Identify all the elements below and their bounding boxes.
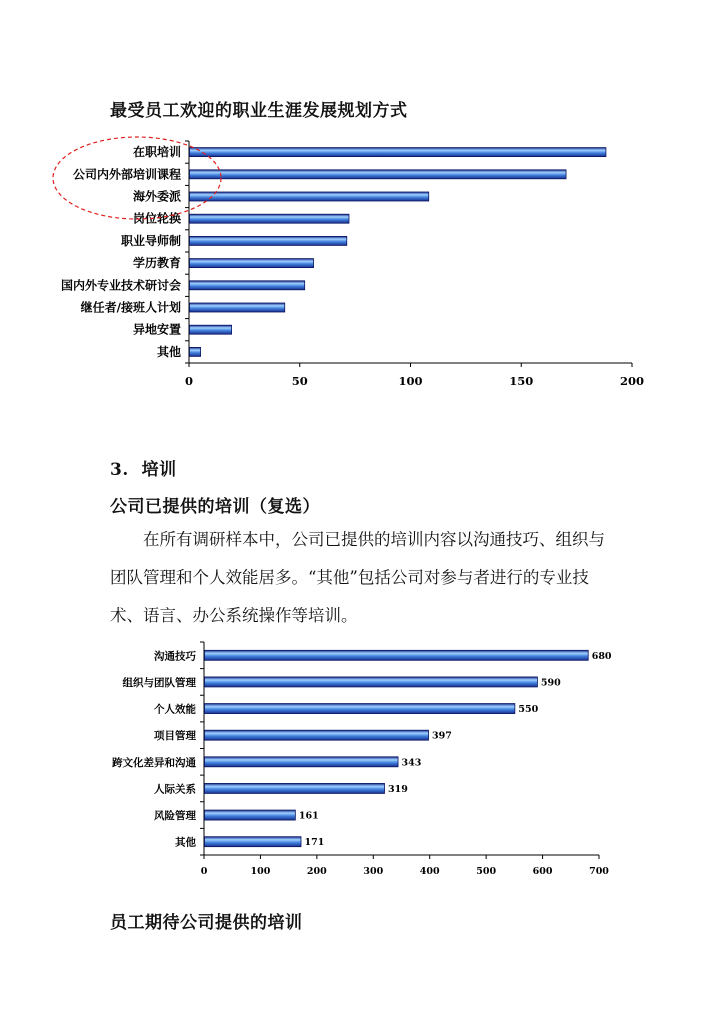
category-label: 其他	[175, 836, 196, 849]
data-label: 680	[591, 650, 612, 662]
x-tick-label: 150	[509, 374, 534, 388]
bar	[205, 650, 589, 660]
x-tick-label: 500	[476, 866, 497, 877]
chart1-title: 最受员工欢迎的职业生涯发展规划方式	[110, 101, 408, 121]
category-label: 项目管理	[154, 730, 196, 743]
body-paragraph: 在所有调研样本中，公司已提供的培训内容以沟通技巧、组织与团队管理和个人效能居多。“其他”包括公司对参与者进行的专业技术、语言、办公系统操作等培训。	[110, 530, 605, 625]
section-title: 培训	[141, 460, 177, 480]
bar	[190, 214, 349, 223]
category-label: 沟通技巧	[154, 650, 196, 663]
sub-heading-expected-training: 员工期待公司提供的培训	[110, 913, 303, 933]
chart1-career-methods	[0, 0, 720, 400]
category-label: 人际关系	[154, 783, 196, 796]
data-label: 343	[401, 757, 422, 769]
section-number: 3.	[110, 460, 129, 480]
category-label: 公司内外部培训课程	[72, 167, 181, 182]
category-label: 组织与团队管理	[122, 676, 196, 689]
x-tick-label: 0	[184, 374, 194, 388]
x-tick-label: 100	[398, 374, 423, 388]
x-tick-label: 700	[589, 866, 609, 877]
bar	[205, 837, 301, 847]
bar	[205, 810, 296, 820]
category-label: 海外委派	[132, 189, 181, 204]
bar	[190, 347, 201, 356]
bar	[205, 757, 399, 767]
category-label: 学历教育	[132, 256, 181, 271]
bar	[205, 783, 385, 793]
data-label: 397	[432, 730, 452, 742]
bar	[190, 325, 232, 334]
bar	[205, 730, 429, 740]
x-tick-label: 0	[200, 866, 208, 877]
category-label: 个人效能	[154, 703, 196, 716]
category-label: 职业导师制	[120, 233, 181, 248]
category-label: 在职培训	[132, 145, 181, 160]
bar	[205, 704, 515, 714]
bar	[190, 281, 305, 290]
bar	[205, 677, 538, 687]
x-tick-label: 300	[363, 866, 384, 877]
category-label: 跨文化差异和沟通	[112, 756, 196, 769]
sub-heading-provided-training: 公司已提供的培训（复选）	[110, 497, 320, 517]
category-label: 风险管理	[154, 810, 196, 823]
data-label: 319	[388, 783, 408, 795]
bar	[190, 303, 285, 312]
x-tick-label: 200	[619, 374, 645, 388]
x-tick-label: 400	[419, 866, 440, 877]
bar	[190, 192, 429, 201]
section-heading	[110, 455, 177, 480]
category-label: 继任者/接班人计划	[80, 300, 181, 315]
category-label: 岗位轮换	[132, 211, 181, 226]
bar	[190, 148, 606, 157]
data-label: 590	[540, 677, 561, 689]
data-label: 550	[518, 704, 539, 716]
bar	[190, 259, 314, 268]
data-label: 171	[304, 837, 325, 849]
x-tick-label: 200	[306, 866, 327, 877]
category-label: 异地安置	[132, 322, 181, 337]
category-label: 国内外专业技术研讨会	[60, 278, 181, 293]
chart2-provided-training	[0, 630, 720, 890]
bar	[190, 170, 567, 179]
x-tick-label: 100	[250, 866, 271, 877]
data-label: 161	[298, 810, 319, 822]
bar	[190, 236, 347, 245]
category-label: 其他	[156, 344, 181, 359]
x-tick-label: 600	[532, 866, 553, 877]
x-tick-label: 50	[291, 374, 308, 388]
